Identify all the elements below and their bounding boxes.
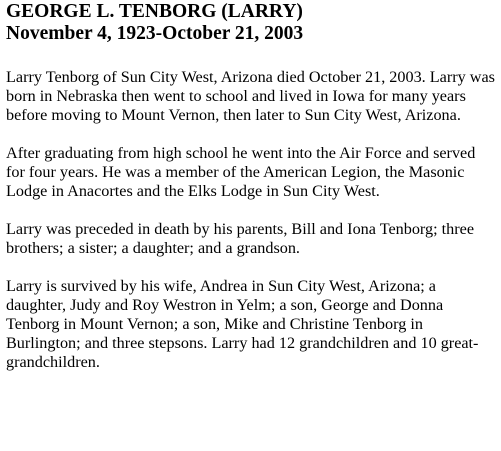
paragraph-survived-by: Larry is survived by his wife, Andrea in Sun City West, Arizona; a daughter, Judy and Roy Westron in Yelm; a son, George and Donna Tenborg in Mount Vernon; a son, Mike and Christine Tenborg in Burlington; and three stepsons. Larry had 12 grandchildren and 10 great-grandchildren. [6,277,479,371]
paragraph-biography: Larry Tenborg of Sun City West, Arizona died October 21, 2003. Larry was born in Nebraska then went to school and lived in Iowa for many years before moving to Mount Vernon, then later to Sun City West, Arizona. [6,68,495,124]
dates-heading: November 4, 1923-October 21, 2003 [6,23,304,44]
obituary-document [6,0,496,372]
paragraph-preceded-in-death: Larry was preceded in death by his parents, Bill and Iona Tenborg; three brothers; a sister; a daughter; and a grandson. [6,220,475,257]
paragraph-service: After graduating from high school he went into the Air Force and served for four years. He was a member of the American Legion, the Masonic Lodge in Anacortes and the Elks Lodge in Sun City West. [6,144,476,200]
name-heading: GEORGE L. TENBORG (LARRY) [6,1,303,22]
